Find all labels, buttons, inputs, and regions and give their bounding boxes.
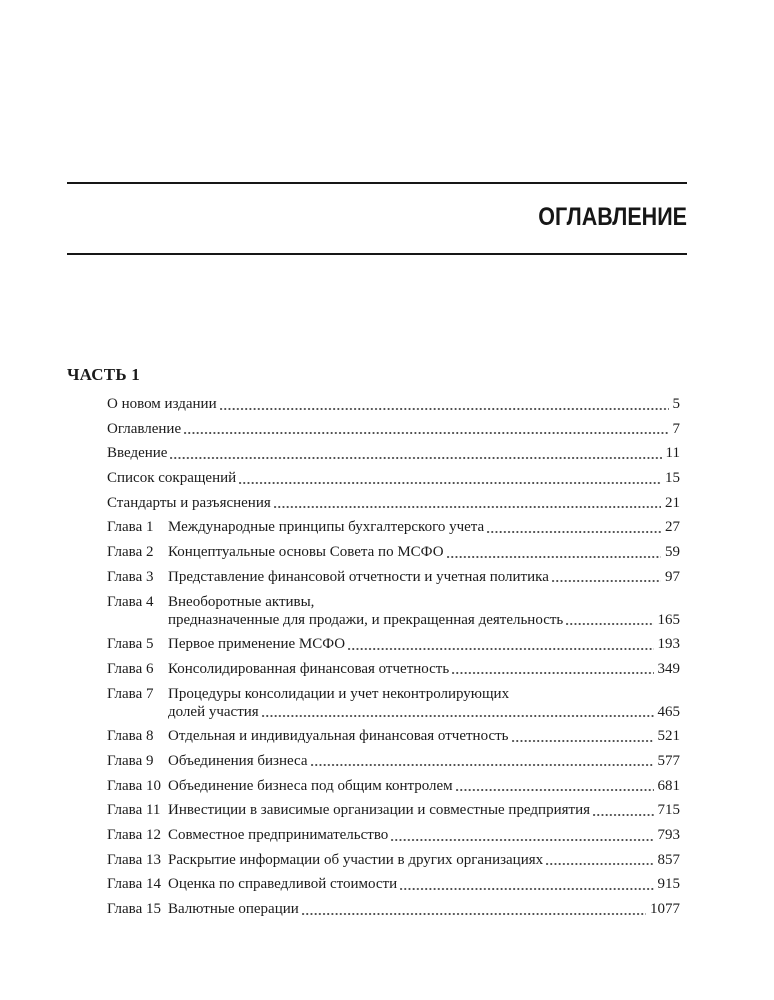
entry-title: Первое применение МСФО bbox=[168, 636, 346, 653]
dotted-leader bbox=[447, 556, 661, 558]
page-number: 27 bbox=[665, 519, 680, 536]
entry-line bbox=[168, 777, 680, 795]
entry-title: Введение bbox=[107, 445, 168, 462]
page-number: 857 bbox=[657, 851, 680, 868]
dotted-leader bbox=[391, 839, 653, 841]
page-number: 59 bbox=[665, 544, 680, 561]
entry-body bbox=[168, 752, 680, 770]
entry-title: Объединение бизнеса под общим контролем bbox=[168, 777, 453, 794]
entry-title: О новом издании bbox=[107, 396, 217, 412]
chapter-label: Глава 10 bbox=[107, 777, 161, 794]
entry-title: Концептуальные основы Совета по МСФО bbox=[168, 544, 444, 561]
entry-body bbox=[168, 777, 680, 795]
entry-title: Инвестиции в зависимые организации и совместные предприятия bbox=[168, 802, 590, 819]
entry-title: Стандарты и разъяснения bbox=[107, 494, 271, 511]
entry-line bbox=[107, 444, 680, 462]
toc-entry bbox=[107, 875, 680, 893]
chapter-label: Глава 15 bbox=[107, 901, 161, 918]
chapter-label: Глава 6 bbox=[107, 660, 154, 677]
toc-entry bbox=[107, 635, 680, 653]
entry-line bbox=[107, 395, 680, 413]
page-number: 577 bbox=[657, 752, 680, 769]
dotted-leader bbox=[262, 715, 654, 717]
entry-line bbox=[107, 420, 680, 438]
entry-body bbox=[168, 518, 680, 536]
entry-line bbox=[107, 494, 680, 512]
entry-title: Международные принципы бухгалтерского учета bbox=[168, 519, 485, 536]
entry-line bbox=[168, 611, 680, 629]
entry-body bbox=[107, 469, 680, 487]
dotted-leader bbox=[302, 913, 646, 915]
toc-entry bbox=[107, 900, 680, 918]
toc-entry bbox=[107, 660, 680, 678]
entry-body bbox=[168, 727, 680, 745]
chapter-label: Глава 3 bbox=[107, 568, 154, 585]
dotted-leader bbox=[452, 672, 653, 674]
page-number: 1077 bbox=[650, 901, 680, 918]
entry-title: Представление финансовой отчетности и учетная политика bbox=[168, 568, 549, 585]
part-heading: ЧАСТЬ 1 bbox=[67, 365, 140, 384]
page-number: 11 bbox=[665, 445, 680, 462]
entry-body bbox=[168, 875, 680, 893]
entry-body bbox=[168, 801, 680, 819]
dotted-leader bbox=[311, 764, 654, 766]
entry-line bbox=[168, 635, 680, 653]
entry-title: долей участия bbox=[168, 703, 259, 720]
entry-title-line: Внеоборотные активы, bbox=[168, 593, 315, 610]
toc-entry bbox=[107, 518, 680, 536]
entry-body bbox=[168, 568, 680, 586]
toc-entry bbox=[107, 826, 680, 844]
entry-body bbox=[107, 494, 680, 512]
page-number: 15 bbox=[665, 470, 680, 487]
entry-line bbox=[168, 900, 680, 918]
toc-entry bbox=[107, 420, 680, 438]
entry-line bbox=[168, 875, 680, 893]
dotted-leader bbox=[456, 789, 654, 791]
dotted-leader bbox=[487, 531, 661, 533]
entry-line bbox=[107, 469, 680, 487]
dotted-leader bbox=[274, 506, 661, 508]
dotted-leader bbox=[552, 580, 661, 582]
chapter-label: Глава 13 bbox=[107, 851, 161, 868]
toc-entry bbox=[107, 685, 680, 721]
toc-entry bbox=[107, 395, 680, 413]
entry-line bbox=[168, 801, 680, 819]
dotted-leader bbox=[170, 457, 661, 459]
entry-title: Валютные операции bbox=[168, 901, 299, 918]
entry-title: Список сокращений bbox=[107, 470, 237, 487]
dotted-leader bbox=[566, 623, 653, 625]
chapter-label: Глава 2 bbox=[107, 544, 154, 561]
page-number: 915 bbox=[657, 876, 680, 893]
toc-list bbox=[107, 395, 680, 918]
toc-entry bbox=[107, 469, 680, 487]
toc-entry bbox=[107, 568, 680, 586]
entry-line bbox=[168, 727, 680, 745]
entry-body bbox=[168, 593, 680, 629]
chapter-label: Глава 8 bbox=[107, 728, 154, 745]
entry-body bbox=[168, 826, 680, 844]
entry-title: Консолидированная финансовая отчетность bbox=[168, 660, 450, 677]
entry-body bbox=[168, 660, 680, 678]
dotted-leader bbox=[512, 740, 654, 742]
entry-title-line: Процедуры консолидации и учет неконтролирующих bbox=[168, 685, 510, 702]
dotted-leader bbox=[239, 482, 661, 484]
entry-title: Оглавление bbox=[107, 420, 182, 437]
chapter-label: Глава 1 bbox=[107, 519, 154, 536]
page-number: 793 bbox=[657, 827, 680, 843]
header-top-rule bbox=[67, 182, 687, 184]
chapter-label: Глава 9 bbox=[107, 752, 154, 769]
toc-entry bbox=[107, 752, 680, 770]
entry-line bbox=[168, 660, 680, 678]
page-number: 5 bbox=[672, 396, 680, 412]
entry-line bbox=[168, 543, 680, 561]
entry-title: предназначенные для продажи, и прекращенная деятельность bbox=[168, 611, 564, 628]
toc-entry bbox=[107, 543, 680, 561]
page-number: 165 bbox=[657, 611, 680, 628]
page-number: 193 bbox=[657, 636, 680, 653]
toc-entry bbox=[107, 801, 680, 819]
header-bottom-rule bbox=[67, 253, 687, 255]
entry-title: Отдельная и индивидуальная финансовая отчетность bbox=[168, 728, 509, 745]
entry-line bbox=[168, 703, 680, 721]
entry-line bbox=[168, 568, 680, 586]
chapter-label: Глава 7 bbox=[107, 685, 154, 702]
chapter-label: Глава 4 bbox=[107, 593, 154, 610]
page-number: 521 bbox=[657, 728, 680, 745]
chapter-label: Глава 5 bbox=[107, 636, 154, 653]
toc-entry bbox=[107, 593, 680, 629]
toc-entry bbox=[107, 444, 680, 462]
entry-title: Объединения бизнеса bbox=[168, 752, 308, 769]
entry-line bbox=[168, 752, 680, 770]
toc-entry bbox=[107, 494, 680, 512]
page-number: 715 bbox=[657, 802, 680, 819]
toc-entry bbox=[107, 727, 680, 745]
entry-line bbox=[168, 518, 680, 536]
entry-body bbox=[168, 635, 680, 653]
entry-title: Раскрытие информации об участии в других организациях bbox=[168, 851, 544, 868]
page-number: 97 bbox=[665, 568, 680, 585]
chapter-label: Глава 11 bbox=[107, 802, 161, 819]
entry-body bbox=[107, 420, 680, 438]
entry-body bbox=[168, 851, 680, 869]
entry-title: Совместное предпринимательство bbox=[168, 827, 389, 843]
entry-title: Оценка по справедливой стоимости bbox=[168, 876, 398, 893]
dotted-leader bbox=[220, 408, 669, 410]
dotted-leader bbox=[593, 814, 654, 816]
page-number: 681 bbox=[657, 777, 680, 794]
page-number: 465 bbox=[657, 703, 680, 720]
entry-body bbox=[168, 543, 680, 561]
page-number: 349 bbox=[657, 660, 680, 677]
dotted-leader bbox=[400, 888, 653, 890]
entry-body bbox=[107, 395, 680, 413]
entry-line bbox=[168, 851, 680, 869]
toc-entry bbox=[107, 777, 680, 795]
dotted-leader bbox=[546, 863, 653, 865]
chapter-label: Глава 14 bbox=[107, 876, 161, 893]
entry-body bbox=[168, 900, 680, 918]
entry-body bbox=[168, 685, 680, 721]
toc-entry bbox=[107, 851, 680, 869]
page-number: 7 bbox=[672, 420, 680, 437]
page-title: ОГЛАВЛЕНИЕ bbox=[538, 203, 687, 231]
dotted-leader bbox=[184, 432, 668, 434]
chapter-label: Глава 12 bbox=[107, 827, 161, 843]
entry-body bbox=[107, 444, 680, 462]
page-number: 21 bbox=[665, 494, 680, 511]
dotted-leader bbox=[348, 648, 653, 650]
entry-line bbox=[168, 826, 680, 844]
